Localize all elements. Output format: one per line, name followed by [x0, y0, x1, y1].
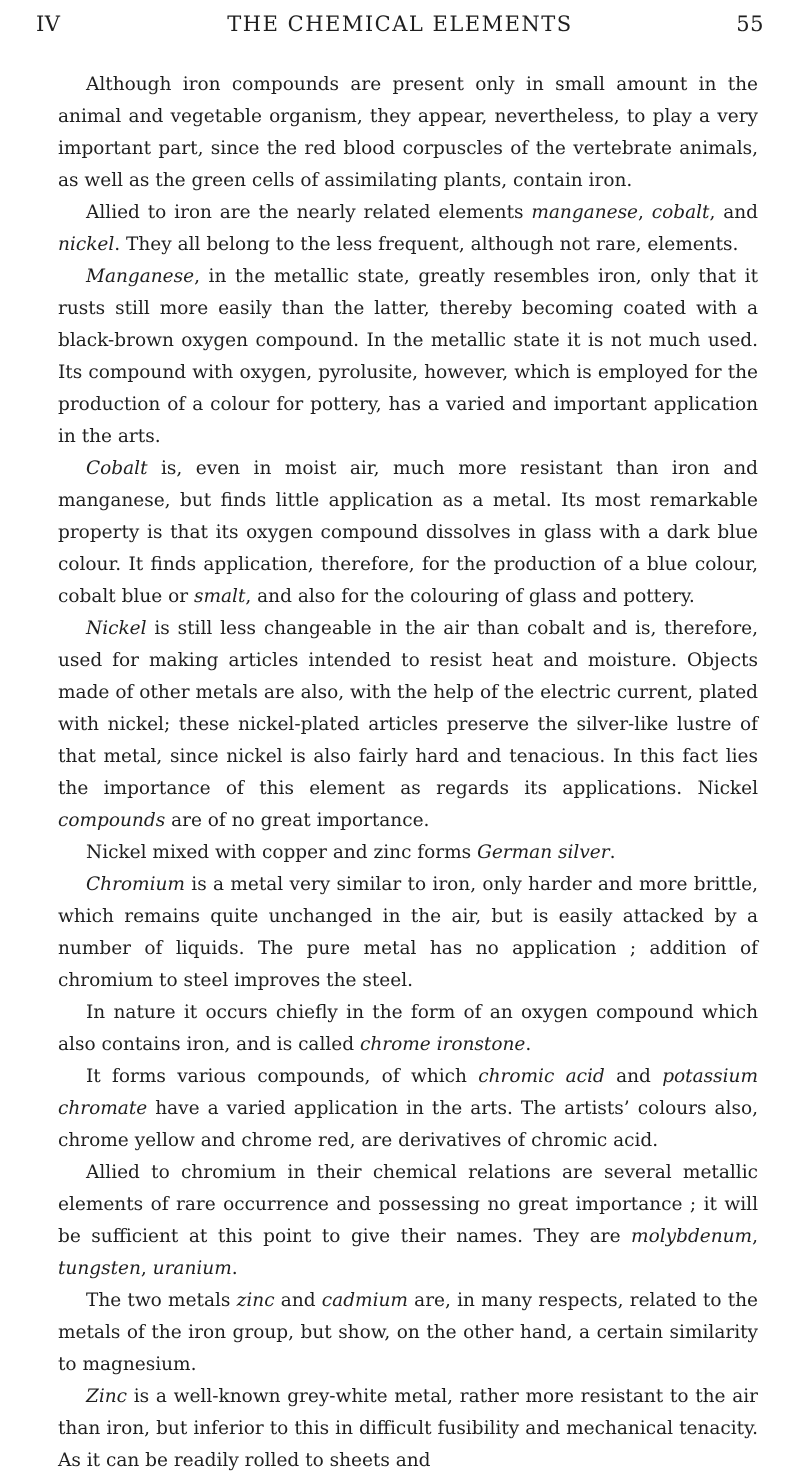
italic-term: zinc — [236, 1290, 275, 1311]
text-run: . They all belong to the less frequent, although not rare, elements. — [114, 234, 739, 255]
paragraph — [58, 1061, 758, 1157]
text-run: , — [638, 202, 652, 223]
italic-term: Zinc — [86, 1386, 128, 1407]
text-run: is a metal very similar to iron, only harder and more brittle, which remains quite unchanged in the air, but is easily attacked by a number of liquids. The pure metal has no application ; addition of chromium to steel improves the steel. — [58, 874, 758, 991]
paragraph — [58, 1285, 758, 1381]
text-run: In nature it occurs chiefly in the form of an oxygen compound which also contains iron, and is called — [58, 1002, 758, 1055]
paragraph — [58, 261, 758, 453]
text-run: , and — [709, 202, 758, 223]
paragraph — [58, 1381, 758, 1477]
text-run: and — [274, 1290, 322, 1311]
text-run: is a well-known grey-white metal, rather more resistant to the air than iron, but inferior to this in difficult fusibility and mechanical tenacity. As it can be readily rolled to sheets and — [58, 1386, 758, 1471]
text-run: , and also for the colouring of glass and pottery. — [245, 586, 695, 607]
text-run: are, in many respects, related to the metals of the iron group, but show, on the other hand, a certain similarity to magnesium. — [58, 1290, 758, 1375]
page-number: 55 — [736, 12, 764, 36]
text-run: . — [231, 1258, 238, 1279]
italic-term: cobalt — [651, 202, 710, 223]
paragraph — [58, 69, 758, 197]
text-run: , in the metallic state, greatly resembles iron, only that it rusts still more easily than the latter, thereby becoming coated with a black-brown oxygen compound. In the metallic state it is not much used. Its compound with oxygen, pyrolusite, however, which is employed for the production of a colour for pottery, has a varied and important application in the arts. — [58, 266, 758, 447]
text-run: are of no great importance. — [165, 810, 430, 831]
italic-term: manganese — [531, 202, 639, 223]
italic-term: tungsten — [58, 1258, 141, 1279]
paragraph — [58, 197, 758, 261]
italic-term: Manganese — [86, 266, 195, 287]
text-run: The two metals — [86, 1290, 237, 1311]
text-run: and — [604, 1066, 663, 1087]
text-run: Allied to iron are the nearly related elements — [86, 202, 532, 223]
italic-term: Chromium — [86, 874, 185, 895]
text-run: , — [140, 1258, 153, 1279]
italic-term: nickel — [58, 234, 115, 255]
chapter-number: IV — [36, 12, 61, 36]
italic-term: chromic acid — [478, 1066, 605, 1087]
text-run: . — [609, 842, 616, 863]
body-text — [58, 69, 758, 1477]
italic-term: Cobalt — [86, 458, 148, 479]
text-run: , — [752, 1226, 758, 1247]
italic-term: molybdenum — [631, 1226, 753, 1247]
italic-term: smalt — [193, 586, 246, 607]
text-run: is still less changeable in the air than cobalt and is, therefore, used for making articles intended to resist heat and moisture. Objects made of other metals are also, with the help of the electric current, plated with nickel; these nickel-plated articles preserve the silver-like lustre of that metal, since nickel is also fairly hard and tenacious. In this fact lies the importance of this element as regards its applications. Nickel — [58, 618, 758, 799]
italic-term: uranium — [152, 1258, 232, 1279]
paragraph — [58, 997, 758, 1061]
text-run: Nickel mixed with copper and zinc forms — [86, 842, 478, 863]
text-run: Allied to chromium in their chemical relations are several metallic elements of rare occurrence and possessing no great importance ; it will be sufficient at this point to give their names. They are — [58, 1162, 758, 1247]
italic-term: cadmium — [321, 1290, 408, 1311]
text-run: It forms various compounds, of which — [86, 1066, 479, 1087]
italic-term: Nickel — [86, 618, 147, 639]
text-run: Although iron compounds are present only in small amount in the animal and vegetable organism, they appear, nevertheless, to play a very important part, since the red blood corpuscles of the vertebrate animals, as well as the green cells of assimilating plants, contain iron. — [58, 74, 758, 191]
paragraph — [58, 453, 758, 613]
italic-term: potassium chromate — [58, 1066, 758, 1119]
running-head — [36, 12, 764, 42]
running-title: THE CHEMICAL ELEMENTS — [227, 12, 573, 36]
italic-term: German silver — [477, 842, 610, 863]
italic-term: compounds — [58, 810, 166, 831]
text-run: is, even in moist air, much more resistant than iron and manganese, but finds little application as a metal. Its most remarkable property is that its oxygen compound dissolves in glass with a dark blue colour. It finds application, therefore, for the production of a blue colour, cobalt blue or — [58, 458, 758, 607]
paragraph — [58, 1157, 758, 1285]
paragraph — [58, 613, 758, 837]
italic-term: chrome ironstone — [359, 1034, 526, 1055]
paragraph — [58, 869, 758, 997]
paragraph — [58, 837, 758, 869]
text-run: . — [525, 1034, 532, 1055]
text-run: have a varied application in the arts. The artists’ colours also, chrome yellow and chrome red, are derivatives of chromic acid. — [58, 1098, 758, 1151]
